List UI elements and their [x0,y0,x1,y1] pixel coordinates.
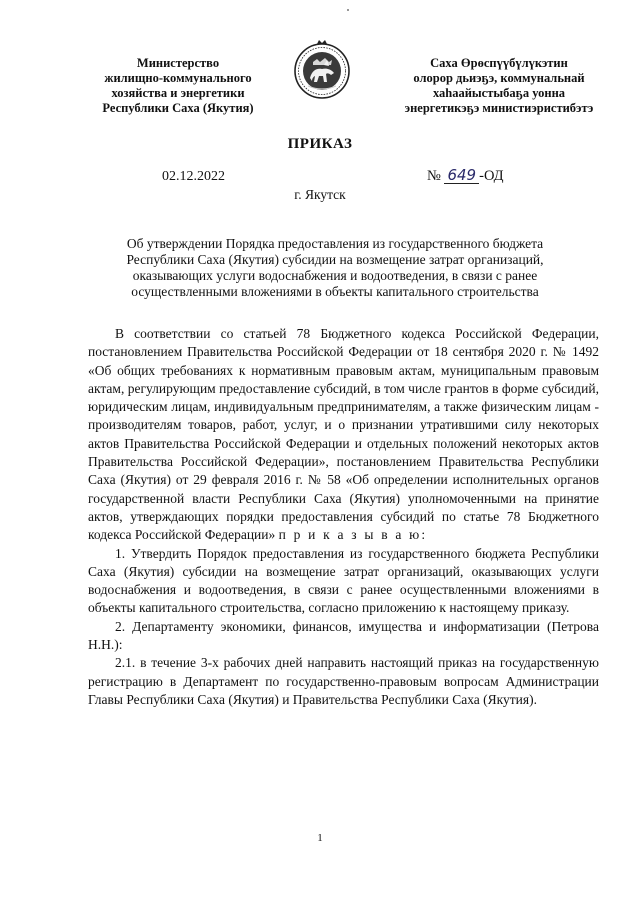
header-left-line: Министерство [136,56,220,70]
header-right-line: олорор дьиэҕэ, коммунальнай [413,71,585,85]
order-command: п р и к а з ы в а ю: [278,527,428,543]
header-left-line: Республики Саха (Якутия) [102,101,254,115]
order-number [427,168,504,185]
order-body [88,325,599,709]
subject-line: осуществленными вложениями в объекты капитального строительства [131,284,539,299]
subject-line: Об утверждении Порядка предоставления из государственного бюджета [126,236,544,251]
header-right-line: хаһаайыстыбаҕа уонна [432,86,566,100]
item-1-paragraph: 1. Утвердить Порядок предоставления из государственного бюджета Республики Саха (Якутия) субсидии на возмещение затрат организаций, оказывающих услуги водоснабжения и водоотведения, в связи с ранее осуществленными вложениями в объекты капитального строительства, согласно приложению к настоящему приказу. [88,545,599,616]
preamble-paragraph [88,325,599,545]
order-subject [90,236,580,300]
page-number: 1 [317,832,323,844]
ministry-name-yakut [388,56,610,116]
subject-line: оказывающих услуги водоснабжения и водоотведения, в связи с ранее [132,268,538,283]
item-2-paragraph: 2. Департаменту экономики, финансов, имущества и информатизации (Петрова Н.Н.): [88,618,599,653]
header-right-line: Саха Өрөспүүбүлүкэтин [430,56,568,70]
ministry-name-russian [78,56,278,116]
header-right-line: энергетикэҕэ министиэристибэтэ [404,101,594,115]
subject-line: Республики Саха (Якутия) субсидии на возмещение затрат организаций, [126,252,544,267]
scan-speck [347,9,349,11]
document-title: ПРИКАЗ [287,136,353,152]
header-left-line: хозяйства и энергетики [111,86,245,100]
order-date: 02.12.2022 [162,169,225,184]
header-left-line: жилищно-коммунального [104,71,252,85]
handwritten-number: 649 [444,168,479,184]
issue-city: г. Якутск [294,187,346,202]
number-sign: № [427,168,441,184]
item-2-1-paragraph: 2.1. в течение 3-х рабочих дней направить настоящий приказ на государственную регистрацию в Департамент по государственно-правовым вопросам Администрации Главы Республики Саха (Якутия) и Правительства Республики Саха (Якутия). [88,655,599,707]
number-suffix: -ОД [479,168,504,184]
preamble-text: В соответствии со статьей 78 Бюджетного кодекса Российской Федерации, постановлением Правительства Российской Федерации от 18 сентября 2020 г. № 1492 «Об общих требованиях к нормативным правовым актам, муниципальным правовым актам, регулирующим предоставление субсидий, в том числе грантов в форме субсидий, юридическим лицам, индивидуальным предпринимателям, а также физическим лицам - производителям товаров, работ, услуг, и о признании утратившими силу некоторых актов Правительства Российской Федерации и отдельных положений некоторых актов Правительства Российской Федерации», постановлением Правительства Республики Саха (Якутия) от 29 февраля 2016 г. № 58 «Об определении исполнительных органов государственной власти Республики Саха (Якутия) уполномоченными на принятие актов, утверждающих порядки предоставления субсидий по статье 78 Бюджетного кодекса Российской Федерации» [88,326,599,543]
coat-of-arms-emblem [293,38,351,104]
